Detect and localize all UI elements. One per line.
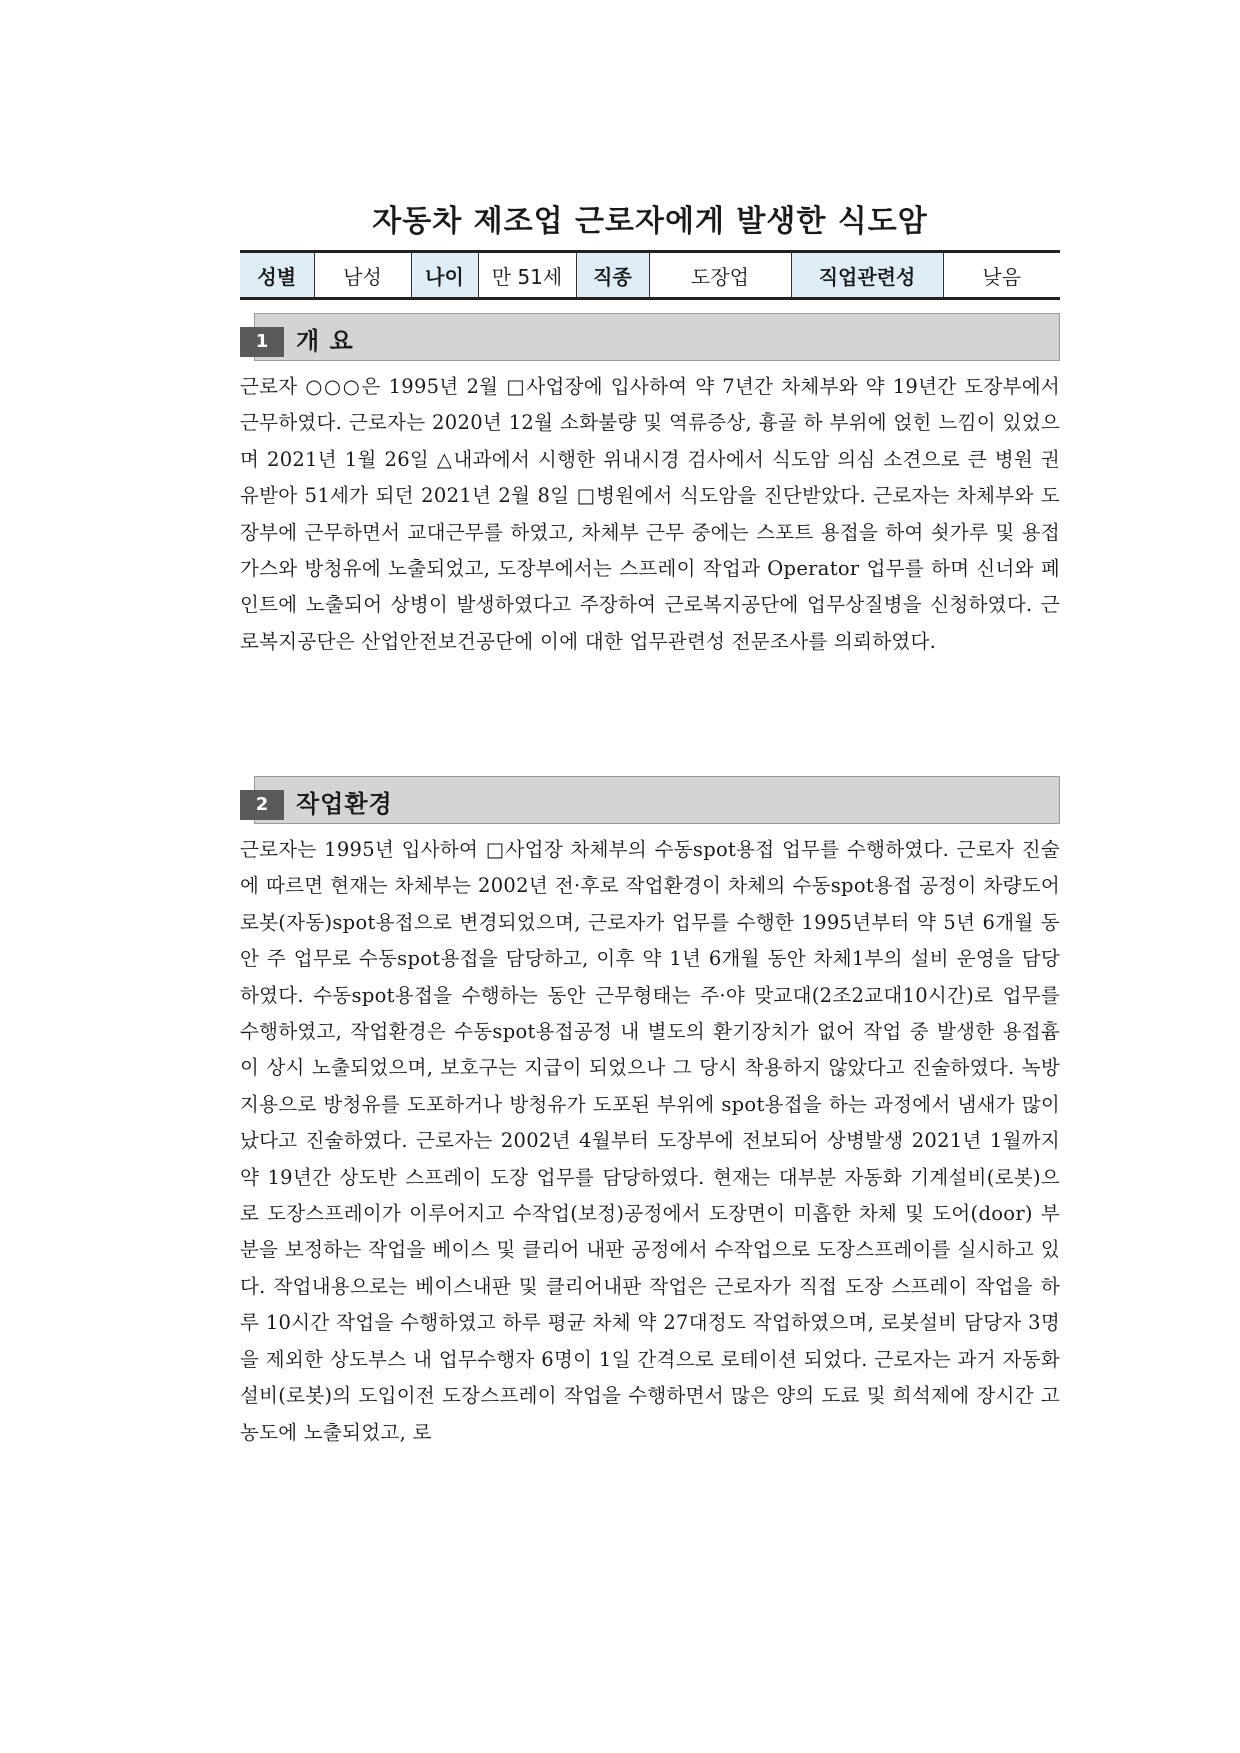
section-number: 1 [240, 327, 284, 357]
section-body-work-environment: 근로자는 1995년 입사하여 □사업장 차체부의 수동spot용접 업무를 수행하였다. 근로자 진술에 따르면 현재는 차체부는 2002년 전·후로 작업환경이 차체의 수동spot용접 공정이 차량도어 로봇(자동)spot용접으로 변경되었으며, 근로자가 업무를 수행한 1995년부터 약 5년 6개월 동안 주 업무로 수동spot용접을 담당하고, 이후 약 1년 6개월 동안 차체1부의 설비 운영을 담당하였다. 수동spot용접을 수행하는 동안 근무형태는 주·야 맞교대(2조2교대10시간)로 업무를 수행하였고, 작업환경은 수동spot용접공정 내 별도의 환기장치가 없어 작업 중 발생한 용접흄이 상시 노출되었으며, 보호구는 지급이 되었으나 그 당시 착용하지 않았다고 진술하였다. 녹방지용으로 방청유를 도포하거나 방청유가 도포된 부위에 spot용접을 하는 과정에서 냄새가 많이 났다고 진술하였다. 근로자는 2002년 4월부터 도장부에 전보되어 상병발생 2021년 1월까지 약 19년간 상도반 스프레이 도장 업무를 담당하였다. 현재는 대부분 자동화 기계설비(로봇)으로 도장스프레이가 이루어지고 수작업(보정)공정에서 도장면이 미흡한 차체 및 도어(door) 부분을 보정하는 작업을 베이스 및 클리어 내판 공정에서 수작업으로 도장스프레이를 실시하고 있다. 작업내용으로는 베이스내판 및 클리어내판 작업은 근로자가 직접 도장 스프레이 작업을 하루 10시간 작업을 수행하였고 하루 평균 차체 약 27대정도 작업하였으며, 로봇설비 담당자 3명을 제외한 상도부스 내 업무수행자 6명이 1일 간격으로 로테이션 되었다. 근로자는 과거 자동화 설비(로봇)의 도입이전 도장스프레이 작업을 수행하면서 많은 양의 도료 및 희석제에 장시간 고농도에 노출되었고, 로 [240, 838, 1060, 1444]
section-body-overview: 근로자 ○○○은 1995년 2월 □사업장에 입사하여 약 7년간 차체부와 약 19년간 도장부에서 근무하였다. 근로자는 2020년 12월 소화불량 및 역류증상, 흉골 하 부위에 얹힌 느낌이 있었으며 2021년 1월 26일 △내과에서 시행한 위내시경 검사에서 식도암 의심 소견으로 큰 병원 권유받아 51세가 되던 2021년 2월 8일 □병원에서 식도암을 진단받았다. 근로자는 차체부와 도장부에 근무하면서 교대근무를 하였고, 차체부 근무 중에는 스포트 용접을 하여 쇳가루 및 용접가스와 방청유에 노출되었고, 도장부에서는 스프레이 작업과 Operator 업무를 하며 신너와 페인트에 노출되어 상병이 발생하였다고 주장하여 근로복지공단에 업무상질병을 신청하였다. 근로복지공단은 산업안전보건공단에 이에 대한 업무관련성 전문조사를 의뢰하였다. [240, 375, 1060, 653]
section-title: 개 요 [296, 327, 354, 355]
job-label: 직종 [576, 252, 649, 299]
relevance-label: 직업관련성 [791, 252, 943, 299]
info-table [240, 250, 1060, 300]
job-value: 도장업 [649, 252, 791, 299]
age-label: 나이 [411, 252, 478, 299]
section-title: 작업환경 [296, 790, 393, 818]
section-number: 2 [240, 790, 284, 820]
section-header-overview [240, 313, 1060, 361]
sex-value: 남성 [314, 252, 411, 299]
section-header-bar [254, 313, 1060, 361]
relevance-value: 낮음 [943, 252, 1060, 299]
age-value: 만 51세 [478, 252, 576, 299]
sex-label: 성별 [240, 252, 314, 299]
section-header-work-environment [240, 776, 1060, 824]
document-title: 자동차 제조업 근로자에게 발생한 식도암 [372, 204, 928, 239]
